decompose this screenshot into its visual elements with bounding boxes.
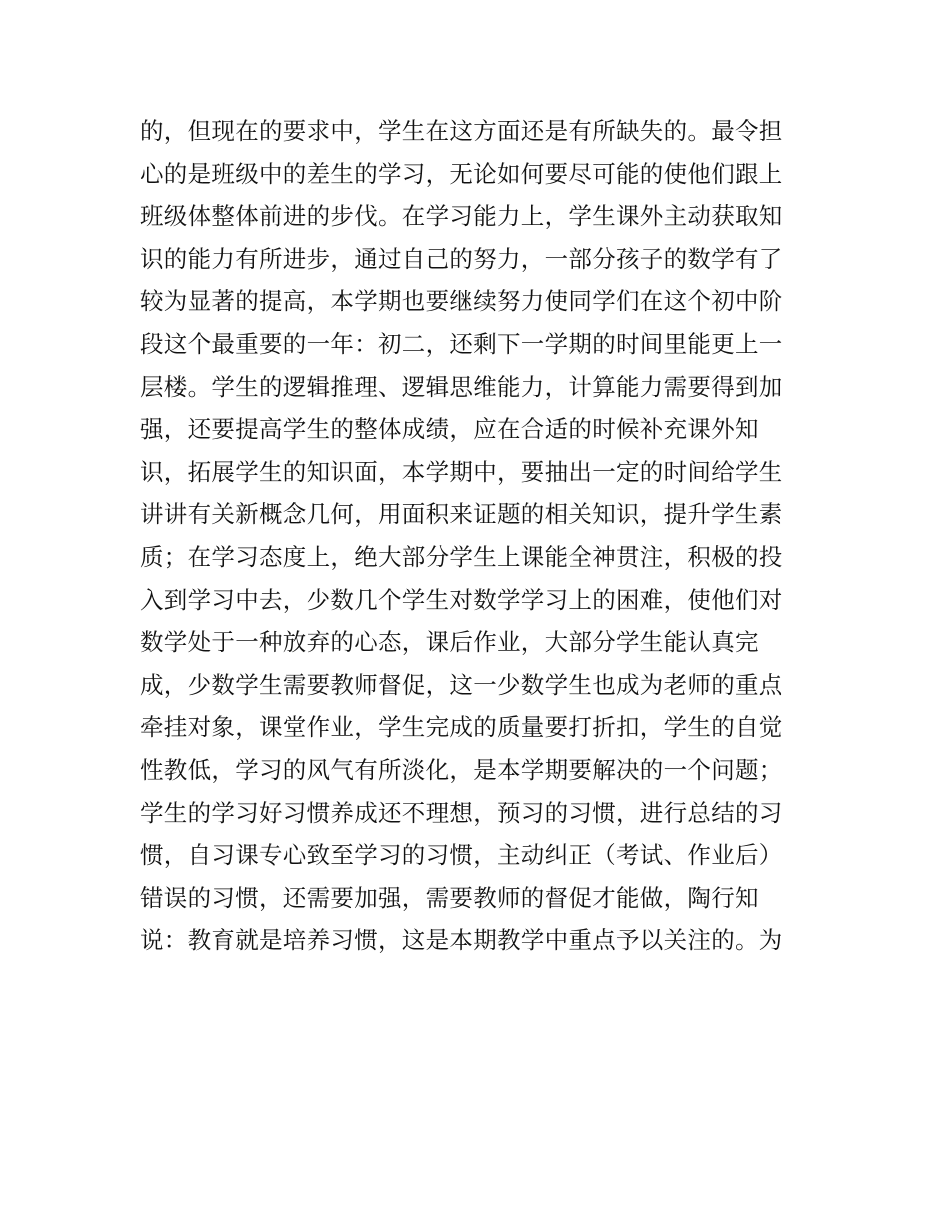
text-line: 强，还要提高学生的整体成绩，应在合适的时候补充课外知 — [140, 415, 759, 444]
text-line: 质；在学习态度上，绝大部分学生上课能全神贯注，积极的投 — [140, 542, 783, 571]
text-line: 入到学习中去，少数几个学生对数学学习上的困难，使他们对 — [140, 585, 783, 614]
text-line: 的，但现在的要求中，学生在这方面还是有所缺失的。最令担 — [140, 117, 783, 145]
text-line: 心的是班级中的差生的学习，无论如何要尽可能的使他们跟上 — [140, 159, 783, 188]
text-line: 错误的习惯，还需要加强，需要教师的督促才能做，陶行知 — [140, 883, 759, 912]
text-line: 性教低，学习的风气有所淡化，是本学期要解决的一个问题； — [140, 755, 783, 784]
text-line: 段这个最重要的一年：初二，还剩下一学期的时间里能更上一 — [140, 329, 783, 358]
text-line: 数学处于一种放弃的心态，课后作业，大部分学生能认真完 — [140, 628, 759, 657]
text-line: 惯，自习课专心致至学习的习惯，主动纠正（考试、作业后） — [140, 841, 783, 870]
text-line: 学生的学习好习惯养成还不理想，预习的习惯，进行总结的习 — [140, 798, 783, 827]
text-line: 牵挂对象，课堂作业，学生完成的质量要打折扣，学生的自觉 — [140, 713, 783, 742]
text-line: 讲讲有关新概念几何，用面积来证题的相关知识，提升学生素 — [140, 500, 783, 529]
text-line: 成，少数学生需要教师督促，这一少数学生也成为老师的重点 — [140, 670, 783, 699]
text-line: 识的能力有所进步，通过自己的努力，一部分孩子的数学有了 — [140, 244, 783, 273]
text-line: 班级体整体前进的步伐。在学习能力上，学生课外主动获取知 — [140, 202, 783, 231]
text-line: 识，拓展学生的知识面，本学期中，要抽出一定的时间给学生 — [140, 457, 783, 486]
text-line: 较为显著的提高，本学期也要继续努力使同学们在这个初中阶 — [140, 287, 783, 316]
text-line: 说：教育就是培养习惯，这是本期教学中重点予以关注的。为 — [140, 926, 783, 955]
body-text — [140, 110, 820, 962]
text-line: 层楼。学生的逻辑推理、逻辑思维能力，计算能力需要得到加 — [140, 372, 783, 401]
